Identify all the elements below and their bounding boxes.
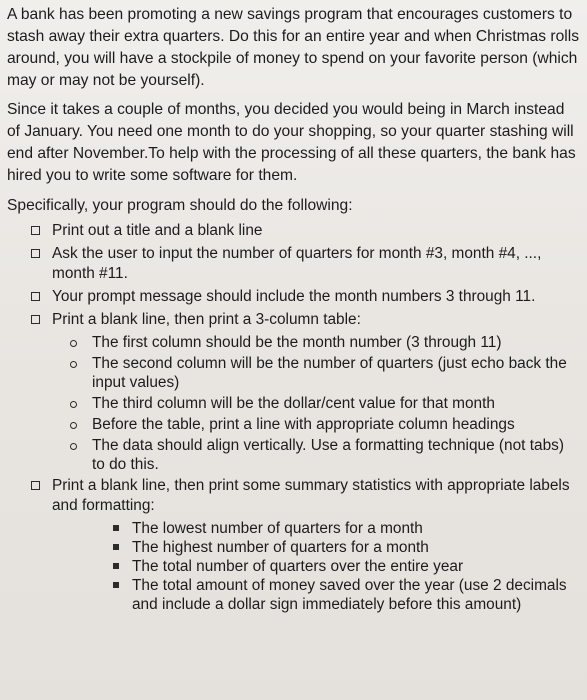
- checkbox-outline-icon: [31, 226, 40, 235]
- subitem-text: The third column will be the dollar/cent value for that month: [92, 395, 495, 412]
- table-subitem: [7, 354, 581, 392]
- checkbox-outline-icon: [31, 292, 40, 301]
- requirement-item: [7, 221, 581, 241]
- requirements-list: [7, 221, 581, 330]
- summary-subitem: [7, 519, 581, 538]
- subitem-text: The lowest number of quarters for a month: [132, 520, 423, 537]
- table-subitems-list: [7, 333, 581, 474]
- summary-subitem: [7, 576, 581, 614]
- requirement-text: Ask the user to input the number of quarters for month #3, month #4, ..., month #11.: [52, 245, 542, 282]
- requirement-text: Your prompt message should include the month numbers 3 through 11.: [52, 288, 536, 305]
- checkbox-outline-icon: [31, 249, 40, 258]
- hollow-circle-icon: [70, 361, 77, 368]
- summary-subitem: [7, 538, 581, 557]
- instructions-lead: Specifically, your program should do the following:: [7, 197, 353, 214]
- filled-square-icon: [113, 525, 119, 531]
- requirement-item: [7, 476, 581, 516]
- timeline-paragraph: Since it takes a couple of months, you decided you would being in March instead of January. You need one month to do your shopping, so your quarter stashing will end after November.To help with the processing of all these quarters, the bank has hired you to write some software for them.: [7, 101, 576, 184]
- hollow-circle-icon: [70, 340, 77, 347]
- requirement-item: [7, 287, 581, 307]
- requirement-text: Print a blank line, then print a 3-column table:: [52, 311, 361, 328]
- table-subitem: [7, 415, 581, 434]
- subitem-text: The total amount of money saved over the year (use 2 decimals and include a dollar sign immediately before this amount): [132, 577, 567, 613]
- subitem-text: The highest number of quarters for a month: [132, 539, 429, 556]
- summary-subitems-list: [7, 519, 581, 614]
- requirement-text: Print out a title and a blank line: [52, 222, 263, 239]
- requirement-item: [7, 244, 581, 284]
- subitem-text: The data should align vertically. Use a formatting technique (not tabs) to do this.: [92, 437, 564, 473]
- filled-square-icon: [113, 582, 119, 588]
- intro-paragraph: A bank has been promoting a new savings program that encourages customers to stash away their extra quarters. Do this for an entire year and when Christmas rolls around, you will have a stockpile of money to spend on your favorite person (which may or may not be yourself).: [7, 6, 580, 89]
- filled-square-icon: [113, 563, 119, 569]
- hollow-circle-icon: [70, 422, 77, 429]
- hollow-circle-icon: [70, 443, 77, 450]
- requirement-item: [7, 310, 581, 330]
- requirements-list-continued: [7, 476, 581, 516]
- subitem-text: Before the table, print a line with appropriate column headings: [92, 416, 515, 433]
- subitem-text: The second column will be the number of quarters (just echo back the input values): [92, 355, 567, 391]
- filled-square-icon: [113, 544, 119, 550]
- requirement-text: Print a blank line, then print some summary statistics with appropriate labels and formatting:: [52, 477, 570, 514]
- subitem-text: The first column should be the month number (3 through 11): [92, 334, 502, 351]
- checkbox-outline-icon: [31, 481, 40, 490]
- checkbox-outline-icon: [31, 315, 40, 324]
- table-subitem: [7, 436, 581, 474]
- hollow-circle-icon: [70, 401, 77, 408]
- table-subitem: [7, 333, 581, 352]
- subitem-text: The total number of quarters over the entire year: [132, 558, 464, 575]
- summary-subitem: [7, 557, 581, 576]
- table-subitem: [7, 394, 581, 413]
